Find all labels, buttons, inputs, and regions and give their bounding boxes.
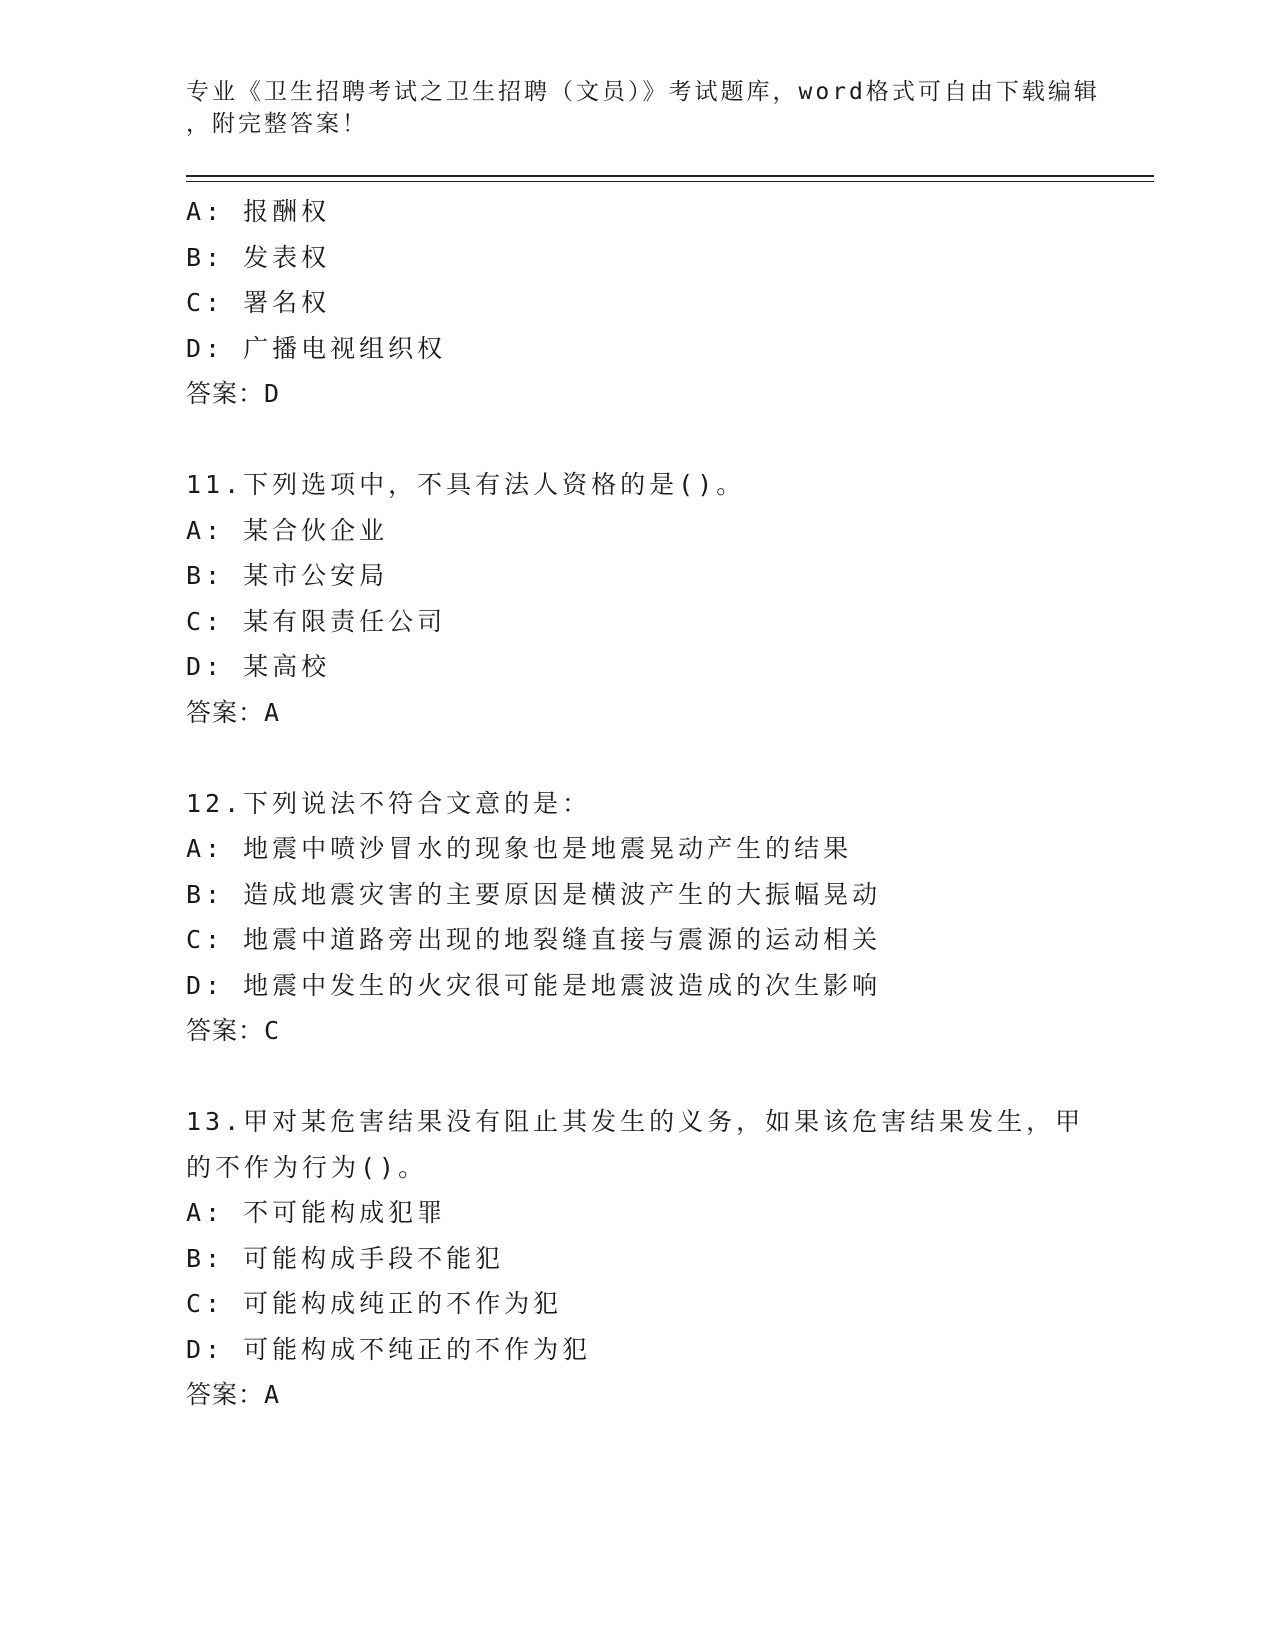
answer-value: A xyxy=(264,697,281,727)
question-13 xyxy=(186,1099,1146,1418)
answer-line xyxy=(186,1008,1146,1054)
spacer xyxy=(186,1054,1146,1100)
answer-line xyxy=(186,690,1146,736)
spacer xyxy=(186,417,1146,463)
question-11 xyxy=(186,462,1146,735)
answer-label: 答案： xyxy=(186,379,265,408)
option-d: D: 地震中发生的火灾很可能是地震波造成的次生影响 xyxy=(186,970,882,1000)
option-a: A: 不可能构成犯罪 xyxy=(186,1198,447,1227)
option-d: D: 可能构成不纯正的不作为犯 xyxy=(186,1334,592,1364)
question-12 xyxy=(186,781,1146,1054)
option-a: A: 某合伙企业 xyxy=(186,515,389,545)
question-stem-line-2: 的不作为行为()。 xyxy=(186,1152,428,1182)
answer-label: 答案： xyxy=(186,1380,265,1409)
option-a: A: 报酬权 xyxy=(186,197,331,226)
question-stem-line-1: 13.甲对某危害结果没有阻止其发生的义务，如果该危害结果发生，甲 xyxy=(186,1107,1085,1136)
answer-label: 答案： xyxy=(186,1016,265,1045)
option-b: B: 某市公安局 xyxy=(186,561,389,590)
spacer xyxy=(186,735,1146,781)
answer-value: D xyxy=(264,379,281,408)
option-b: B: 造成地震灾害的主要原因是横波产生的大振幅晃动 xyxy=(186,879,882,909)
header-line-2: ，附完整答案！ xyxy=(186,111,368,137)
question-stem: 11.下列选项中，不具有法人资格的是()。 xyxy=(186,470,746,499)
option-d: D: 某高校 xyxy=(186,652,331,681)
question-stem: 12.下列说法不符合文意的是： xyxy=(186,788,592,818)
option-c: C: 地震中道路旁出现的地裂缝直接与震源的运动相关 xyxy=(186,925,882,954)
answer-label: 答案： xyxy=(186,697,265,727)
option-a: A: 地震中喷沙冒水的现象也是地震晃动产生的结果 xyxy=(186,834,853,863)
header-divider-thin xyxy=(186,181,1154,182)
option-c: C: 署名权 xyxy=(186,288,331,317)
question-10 xyxy=(186,189,1146,417)
question-list xyxy=(186,189,1146,1418)
answer-value: A xyxy=(264,1380,281,1409)
option-d: D: 广播电视组织权 xyxy=(186,333,447,363)
header-line-1: 专业《卫生招聘考试之卫生招聘（文员）》考试题库，word格式可自由下载编辑 xyxy=(186,79,1100,105)
option-b: B: 可能构成手段不能犯 xyxy=(186,1243,505,1273)
header-divider-thick xyxy=(186,175,1154,177)
answer-line xyxy=(186,1372,1146,1418)
option-c: C: 可能构成纯正的不作为犯 xyxy=(186,1289,563,1318)
option-b: B: 发表权 xyxy=(186,242,331,272)
option-c: C: 某有限责任公司 xyxy=(186,606,447,636)
answer-line xyxy=(186,371,1146,417)
answer-value: C xyxy=(264,1016,281,1045)
document-header xyxy=(186,76,1100,140)
